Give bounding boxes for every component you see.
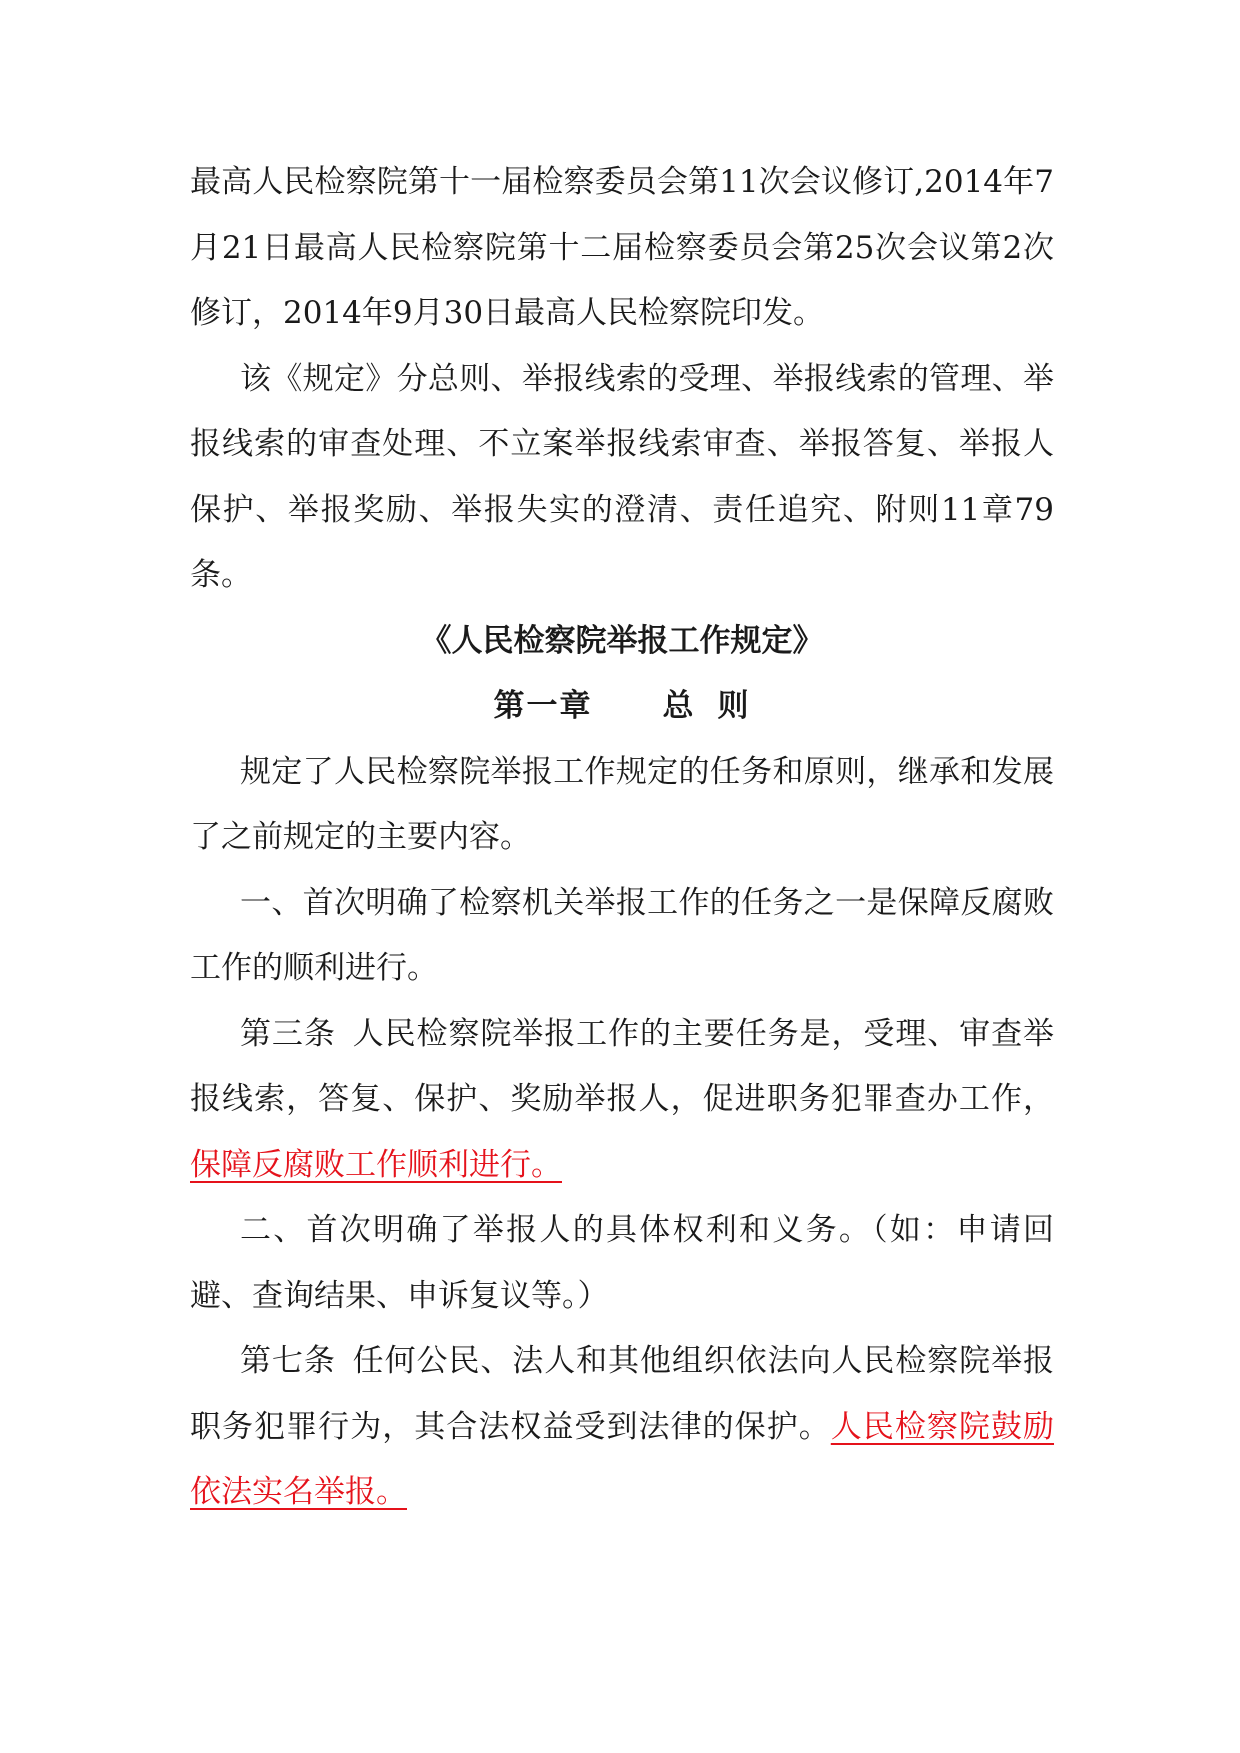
chapter-name-part2: 则 xyxy=(717,688,751,724)
article-7-highlight: 人民检察院鼓励依法实名举报。 xyxy=(190,1408,1055,1510)
article-7 xyxy=(190,1329,1054,1526)
point-two: 二、首次明确了举报人的具体权利和义务。（如：申请回避、查询结果、申诉复议等。） xyxy=(190,1212,1054,1314)
article-7-label: 第七条 xyxy=(240,1343,336,1379)
chapter-heading xyxy=(190,674,1054,740)
document-title: 《人民检察院举报工作规定》 xyxy=(420,622,824,659)
chapter-name-part1: 总 xyxy=(662,688,696,724)
chapter-overview: 规定了人民检察院举报工作规定的任务和原则，继承和发展了之前规定的主要内容。 xyxy=(190,753,1054,855)
chapter-number: 第一章 xyxy=(493,688,593,724)
article-3-highlight: 保障反腐败工作顺利进行。 xyxy=(190,1146,562,1183)
article-3 xyxy=(190,1002,1054,1199)
point-one: 一、首次明确了检察机关举报工作的任务之一是保障反腐败工作的顺利进行。 xyxy=(190,884,1054,986)
intro-paragraph: 最高人民检察院第十一届检察委员会第11次会议修订,2014年7月21日最高人民检察院第十二届检察委员会第25次会议第2次修订，2014年9月30日最高人民检察院印发。 xyxy=(190,164,1054,331)
article-3-label: 第三条 xyxy=(240,1015,336,1052)
article-7-text: 任何公民、法人和其他组织依法向人民检察院举报职务犯罪行为，其合法权益受到法律的保护。 xyxy=(190,1343,1055,1445)
article-3-text: 人民检察院举报工作的主要任务是，受理、审查举报线索，答复、保护、奖励举报人，促进职务犯罪查办工作， xyxy=(190,1015,1055,1117)
document-page xyxy=(190,150,1054,1526)
summary-paragraph: 该《规定》分总则、举报线索的受理、举报线索的管理、举报线索的审查处理、不立案举报线索审查、举报答复、举报人保护、举报奖励、举报失实的澄清、责任追究、附则11章79条。 xyxy=(190,360,1054,593)
